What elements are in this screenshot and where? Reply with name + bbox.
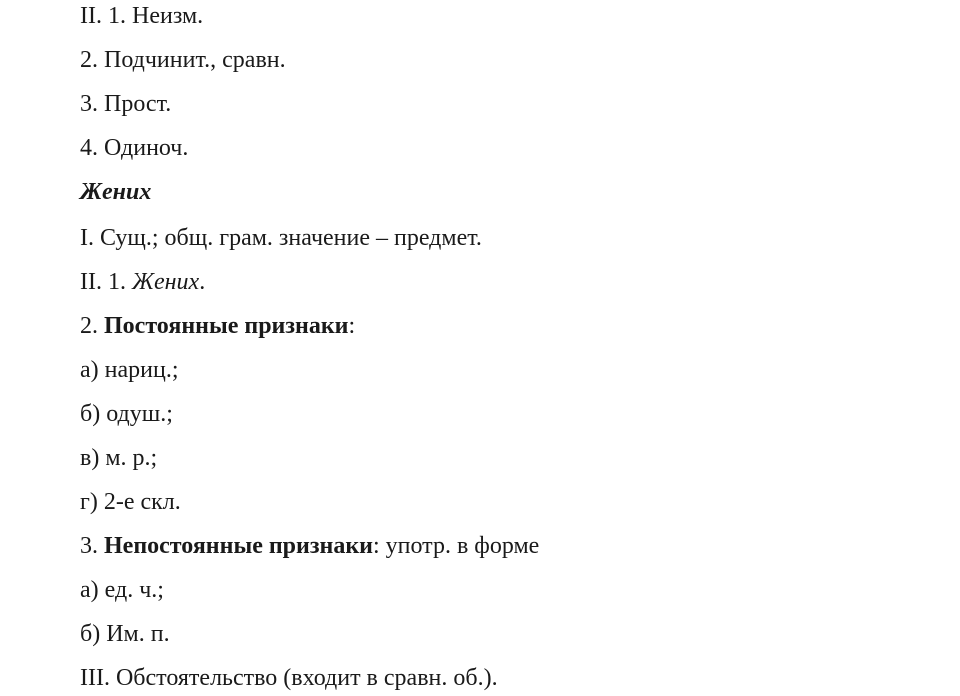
line-8-suffix: : — [348, 313, 356, 339]
line-4: 4. Одиноч. — [80, 135, 189, 161]
line-6: I. Сущ.; общ. грам. значение – предмет. — [80, 225, 482, 251]
line-8-prefix: 2. — [80, 313, 104, 339]
section-heading: Жених — [80, 179, 152, 205]
line-7-italic: Жених — [131, 269, 200, 295]
line-1: II. 1. Неизм. — [80, 3, 204, 29]
line-13-bold: Непостоянные признаки — [104, 533, 373, 559]
line-3: 3. Прост. — [80, 91, 172, 117]
line-13-prefix: 3. — [80, 533, 104, 559]
line-14: а) ед. ч.; — [80, 577, 164, 603]
line-7 — [80, 266, 205, 298]
line-16: III. Обстоятельство (входит в сравн. об.). — [80, 665, 498, 691]
line-2: 2. Подчинит., сравн. — [80, 47, 286, 73]
line-9: а) нариц.; — [80, 357, 179, 383]
line-11: в) м. р.; — [80, 445, 158, 471]
line-10: б) одуш.; — [80, 401, 173, 427]
line-8-bold: Постоянные признаки — [104, 313, 349, 339]
line-13 — [80, 530, 539, 562]
line-15: б) Им. п. — [80, 621, 170, 647]
line-13-suffix: : употр. в форме — [372, 533, 540, 559]
document-page — [80, 0, 940, 696]
line-8 — [80, 310, 355, 342]
line-7-prefix: II. 1. — [80, 269, 132, 295]
line-7-suffix: . — [199, 269, 206, 295]
line-12: г) 2-е скл. — [80, 489, 181, 515]
